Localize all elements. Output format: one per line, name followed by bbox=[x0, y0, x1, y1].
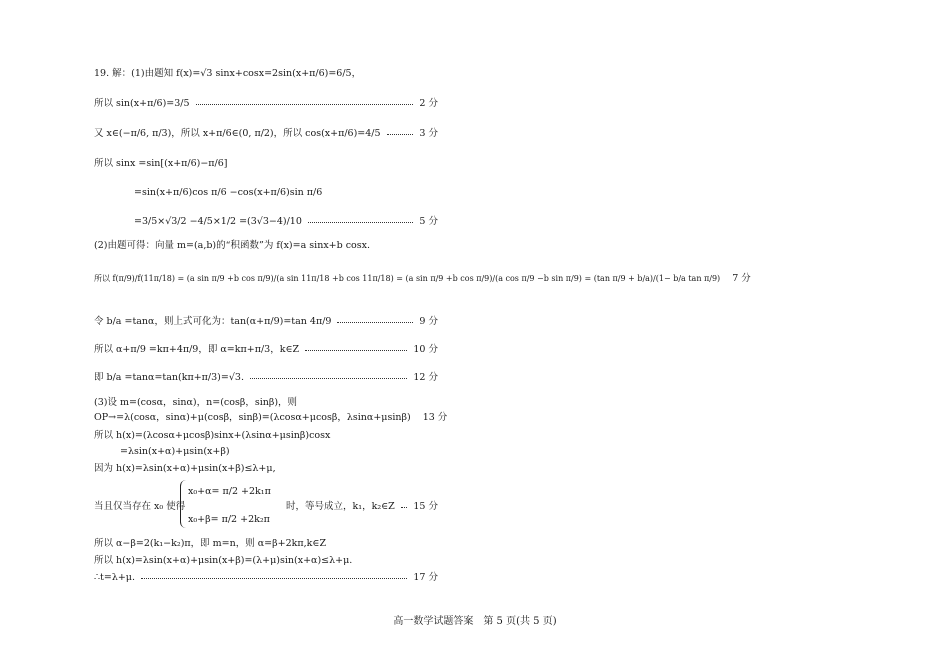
line-7-text: (2)由题可得：向量 m=(a,b)的“积函数”为 f(x)=a sinx+b cosx. bbox=[94, 240, 371, 251]
line-13 bbox=[94, 412, 448, 424]
line-20 bbox=[94, 572, 438, 584]
line-18 bbox=[94, 538, 326, 550]
line-19-text: 所以 h(x)=λsin(x+α)+μsin(x+β)=(λ+μ)sin(x+α)≤λ+μ. bbox=[94, 555, 353, 566]
score-20: 17 分 bbox=[413, 572, 438, 583]
line-16-text: 因为 h(x)=λsin(x+α)+μsin(x+β)≤λ+μ, bbox=[94, 463, 276, 474]
line-9 bbox=[94, 316, 438, 328]
page-footer: 高一数学试题答案 第 5 页(共 5 页) bbox=[393, 616, 557, 627]
line-16 bbox=[94, 463, 276, 475]
leader-dots bbox=[337, 322, 413, 323]
line-2 bbox=[94, 98, 438, 110]
line-8 bbox=[94, 273, 751, 285]
score-6: 5 分 bbox=[419, 216, 438, 227]
line-17-lead bbox=[94, 501, 185, 513]
line-2-text: 所以 sin(x+π/6)=3/5 bbox=[94, 98, 190, 109]
line-17-case-2 bbox=[188, 514, 270, 526]
leader-dots bbox=[387, 134, 414, 135]
line-17-case-1 bbox=[188, 486, 271, 498]
line-11-text: 即 b/a =tanα=tan(kπ+π/3)=√3. bbox=[94, 372, 244, 383]
line-6-text: =3/5×√3/2 −4/5×1/2 =(3√3−4)/10 bbox=[134, 216, 302, 227]
line-5-text: =sin(x+π/6)cos π/6 −cos(x+π/6)sin π/6 bbox=[134, 187, 323, 198]
system-brace bbox=[180, 480, 187, 528]
line-10 bbox=[94, 344, 438, 356]
line-19 bbox=[94, 555, 352, 567]
line-12 bbox=[94, 397, 297, 409]
line-17-lead-text: 当且仅当存在 x₀ 使得 bbox=[94, 501, 186, 512]
leader-dots bbox=[308, 222, 414, 223]
line-1-text: 19. 解：(1)由题知 f(x)=√3 sinx+cosx=2sin(x+π/6)=6/5， bbox=[94, 68, 362, 79]
case-2-text: x₀+β= π/2 +2k₂π bbox=[188, 514, 270, 525]
line-17-tail bbox=[286, 501, 438, 513]
leader-dots bbox=[141, 578, 407, 579]
score-13: 13 分 bbox=[422, 412, 448, 423]
leader-dots bbox=[305, 350, 407, 351]
line-10-text: 所以 α+π/9 =kπ+4π/9，即 α=kπ+π/3，k∈Z bbox=[94, 344, 300, 355]
score-8: 7 分 bbox=[732, 273, 751, 284]
line-8-text: 所以 f(π/9)/f(11π/18) = (a sin π/9 +b cos π/9)/(a sin 11π/18 +b cos 11π/18) = (a sin π/9 +b cos π/9)/(a cos π/9 −b sin π/9) = (tan π/9 + b/a)/(1− b/a tan π/9) bbox=[94, 274, 721, 283]
line-7 bbox=[94, 240, 370, 252]
line-14-text: 所以 h(x)=(λcosα+μcosβ)sinx+(λsinα+μsinβ)cosx bbox=[94, 430, 331, 441]
score-9: 9 分 bbox=[419, 316, 438, 327]
line-4-text: 所以 sinx =sin[(x+π/6)−π/6] bbox=[94, 158, 228, 169]
line-3 bbox=[94, 128, 438, 140]
line-9-text: 令 b/a =tanα，则上式可化为：tan(α+π/9)=tan 4π/9 bbox=[94, 316, 332, 327]
line-3-text: 又 x∈(−π/6, π/3)，所以 x+π/6∈(0, π/2)，所以 cos(x+π/6)=4/5 bbox=[94, 128, 381, 139]
line-11 bbox=[94, 372, 438, 384]
score-11: 12 分 bbox=[413, 372, 438, 383]
score-10: 10 分 bbox=[413, 344, 438, 355]
line-15-text: =λsin(x+α)+μsin(x+β) bbox=[120, 446, 230, 457]
line-17-tail-text: 时，等号成立，k₁，k₂∈Z bbox=[286, 501, 395, 512]
line-20-text: ∴t=λ+μ. bbox=[94, 572, 135, 583]
line-15 bbox=[120, 446, 230, 458]
line-14 bbox=[94, 430, 330, 442]
line-4 bbox=[94, 158, 228, 170]
case-1-text: x₀+α= π/2 +2k₁π bbox=[188, 486, 271, 497]
line-6 bbox=[134, 216, 438, 228]
leader-dots bbox=[250, 378, 407, 379]
leader-dots bbox=[196, 104, 414, 105]
line-18-text: 所以 α−β=2(k₁−k₂)π，即 m=n，则 α=β+2kπ,k∈Z bbox=[94, 538, 327, 549]
score-2: 2 分 bbox=[419, 98, 438, 109]
leader-dots bbox=[401, 507, 408, 508]
line-13-text: OP→=λ(cosα，sinα)+μ(cosβ，sinβ)=(λcosα+μcosβ，λsinα+μsinβ) bbox=[94, 412, 411, 423]
line-5 bbox=[134, 187, 322, 199]
line-1 bbox=[94, 68, 361, 80]
line-12-text: (3)设 m=(cosα，sinα)，n=(cosβ，sinβ)，则 bbox=[94, 397, 298, 408]
score-17: 15 分 bbox=[413, 501, 438, 512]
score-3: 3 分 bbox=[419, 128, 438, 139]
